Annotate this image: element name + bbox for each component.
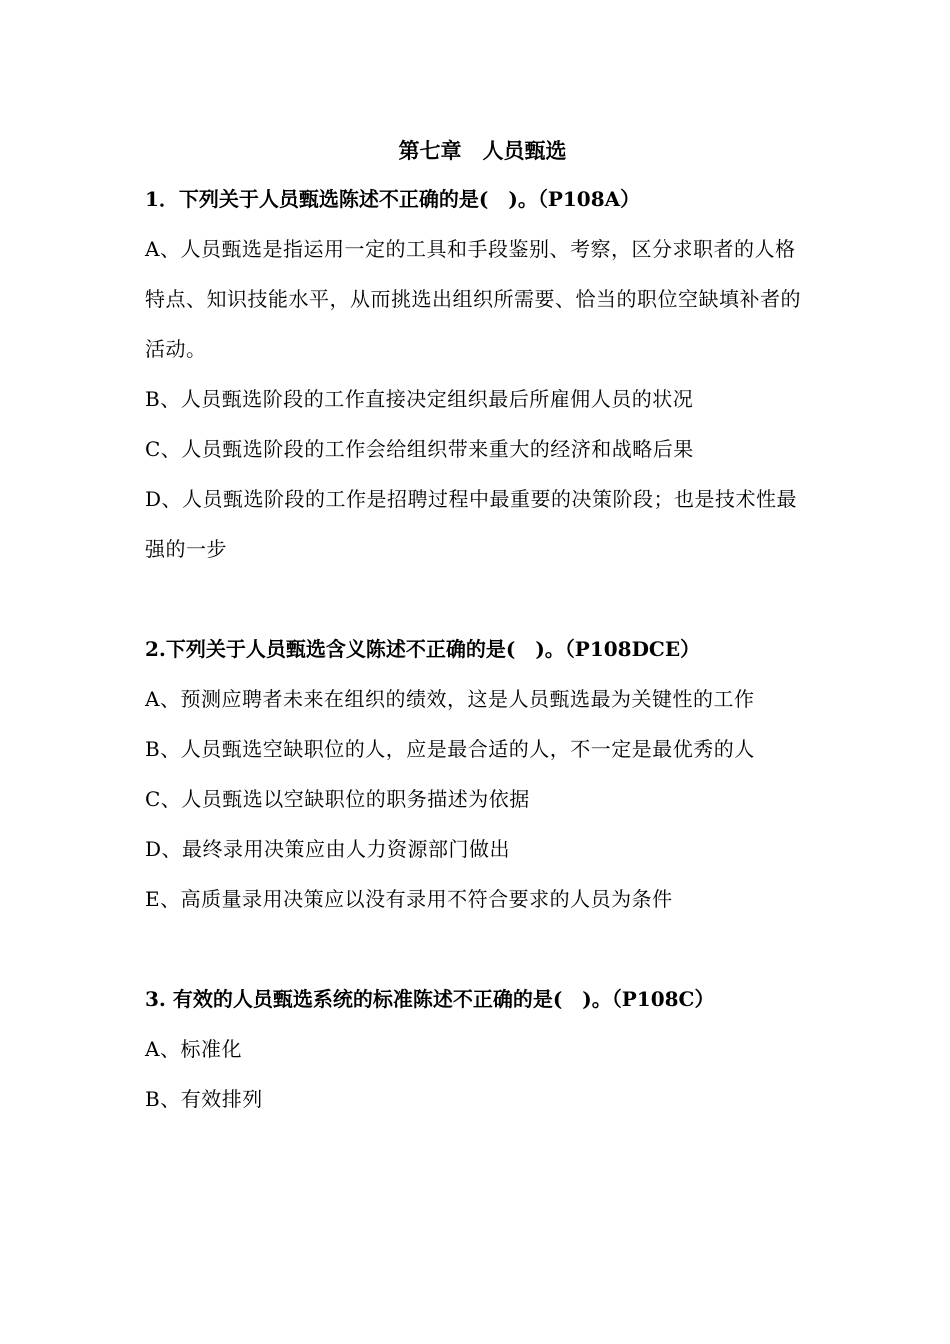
question-stem: 2.下列关于人员甄选含义陈述不正确的是( )。（P108DCE） bbox=[145, 637, 701, 661]
option-d: D、最终录用决策应由人力资源部门做出 bbox=[145, 837, 511, 861]
chapter-title: 第七章 人员甄选 bbox=[398, 138, 567, 163]
option-e: E、高质量录用决策应以没有录用不符合要求的人员为条件 bbox=[145, 887, 673, 911]
document-page bbox=[145, 128, 810, 1124]
option-a: A、预测应聘者未来在组织的绩效，这是人员甄选最为关键性的工作 bbox=[145, 687, 755, 711]
option-b: B、人员甄选空缺职位的人，应是最合适的人，不一定是最优秀的人 bbox=[145, 737, 755, 761]
spacer bbox=[145, 574, 810, 624]
option-a: A、标准化 bbox=[145, 1037, 242, 1061]
option-c: C、人员甄选阶段的工作会给组织带来重大的经济和战略后果 bbox=[145, 437, 694, 461]
question-stem: 3. 有效的人员甄选系统的标准陈述不正确的是( )。（P108C） bbox=[145, 987, 715, 1011]
question-3 bbox=[145, 974, 810, 1124]
question-1 bbox=[145, 174, 810, 574]
question-stem: 1．下列关于人员甄选陈述不正确的是( )。（P108A） bbox=[145, 187, 641, 211]
option-b: B、有效排列 bbox=[145, 1087, 263, 1111]
question-2 bbox=[145, 624, 810, 924]
option-d: D、人员甄选阶段的工作是招聘过程中最重要的决策阶段；也是技术性最强的一步 bbox=[145, 487, 798, 561]
option-b: B、人员甄选阶段的工作直接决定组织最后所雇佣人员的状况 bbox=[145, 387, 694, 411]
option-a: A、人员甄选是指运用一定的工具和手段鉴别、考察，区分求职者的人格特点、知识技能水平，从而挑选出组织所需要、恰当的职位空缺填补者的活动。 bbox=[145, 237, 801, 361]
spacer bbox=[145, 924, 810, 974]
option-c: C、人员甄选以空缺职位的职务描述为依据 bbox=[145, 787, 530, 811]
